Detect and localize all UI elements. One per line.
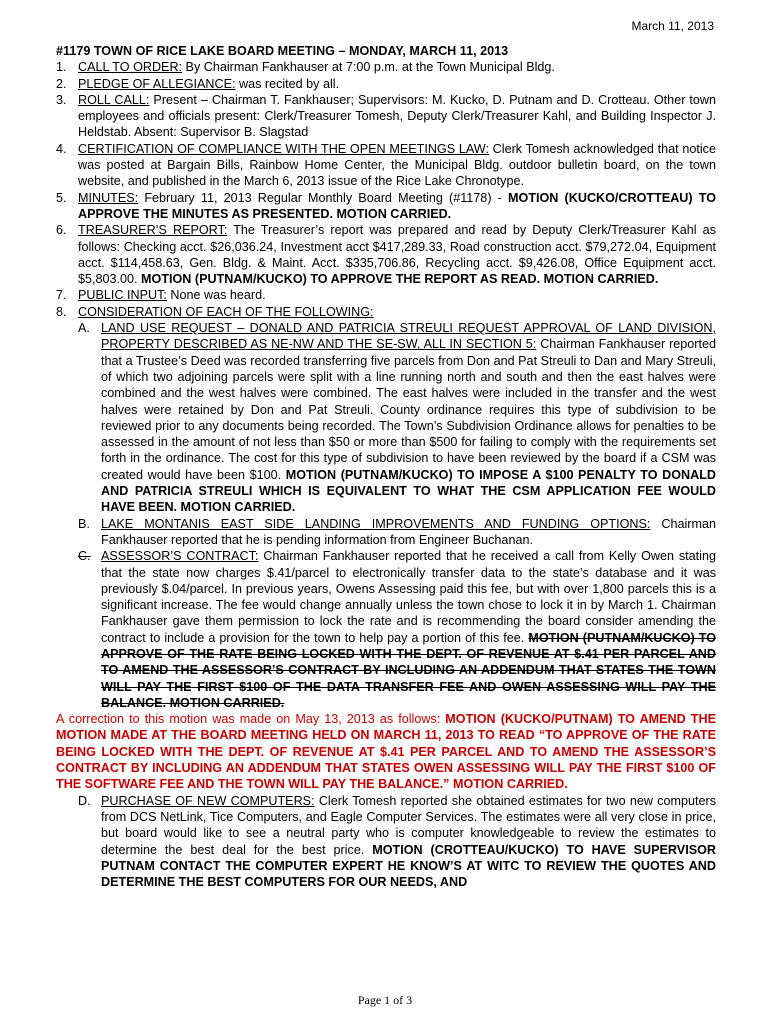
item-certification [56,141,716,190]
subitem-text: Chairman Fankhauser reported that he received a call from Kelly Owen stating that the state now charges $.41/parcel to electronically transfer data to the state’s database and it was previously $.04/parcel. In previous years, Owens Assessing paid this fee, but with over 1,800 parcels this is a significant increase. The fee would change annually unless the town chose to lock it in by March 1. Chairman Fankhauser gave them permission to lock the rate and is recommending the board consider amending the contract to include a provision for the town to help pay a portion of this fee. [101,549,716,645]
subitem-land-use-request [56,320,716,516]
item-heading: CALL TO ORDER: [78,60,183,75]
item-heading: PLEDGE OF ALLEGIANCE: [78,76,236,91]
item-number: 1. [56,60,67,75]
subitem-heading: LAKE MONTANIS EAST SIDE LANDING IMPROVEMENTS AND FUNDING OPTIONS: [101,516,651,531]
item-heading: ROLL CALL: [78,92,150,107]
item-roll-call [56,92,716,141]
subitem-new-computers [56,793,716,891]
minutes-body [56,43,716,890]
subitem-heading: ASSESSOR’S CONTRACT: [101,549,259,564]
item-consideration [56,304,716,320]
item-heading: TREASURER’S REPORT: [78,223,228,238]
item-heading: MINUTES: [78,190,139,205]
motion-text: MOTION (CROTTEAU/KUCKO) TO HAVE SUPERVISOR PUTNAM CONTACT THE COMPUTER EXPERT HE KNOW’S AT WITC TO REVIEW THE QUOTES AND DETERMINE THE BEST COMPUTERS FOR OUR NEEDS, AND [101,842,716,890]
item-number: 5. [56,190,67,205]
item-text: Clerk Tomesh acknowledged that notice was posted at Bargain Bills, Rainbow Home Center, the Municipal Bldg. outdoor bulletin board, on the town website, and published in the March 6, 2013 issue of the Rice Lake Chronotype. [78,141,716,189]
item-heading: CERTIFICATION OF COMPLIANCE WITH THE OPEN MEETINGS LAW: [78,141,489,156]
item-text: was recited by all. [235,76,340,91]
item-number: 4. [56,141,67,156]
item-heading: PUBLIC INPUT: [78,288,167,303]
item-minutes [56,190,716,223]
item-text: February 11, 2013 Regular Monthly Board Meeting (#1178) - [138,190,509,205]
motion-text: MOTION (PUTNAM/KUCKO) TO APPROVE THE REPORT AS READ. MOTION CARRIED. [141,272,659,287]
item-public-input [56,287,716,303]
item-number: 7. [56,288,67,303]
motion-text: MOTION (KUCKO/CROTTEAU) TO APPROVE THE MINUTES AS PRESENTED. MOTION CARRIED. [78,190,717,221]
page-number: Page 1 of 3 [357,993,413,1007]
item-heading: CONSIDERATION OF EACH OF THE FOLLOWING: [78,304,374,319]
item-number: 8. [56,304,67,319]
struck-motion-text: MOTION (PUTNAM/KUCKO) TO APPROVE OF THE RATE BEING LOCKED WITH THE DEPT. OF REVENUE AT $.41 PER PARCEL AND TO AMEND THE ASSESSOR’S CONTRACT BY INCLUDING AN ADDENDUM THAT STATES THE TOWN WILL PAY THE FIRST $100 OF THE DATA TRANSFER FEE AND OWEN ASSESSING WILL PAY THE BALANCE. MOTION CARRIED. [101,630,717,710]
subitem-letter: B. [78,516,90,531]
subitem-letter: D. [78,793,91,808]
item-text: By Chairman Fankhauser at 7:00 p.m. at the Town Municipal Bldg. [182,60,555,75]
item-pledge [56,76,716,92]
item-treasurers-report [56,222,716,287]
correction-intro: A correction to this motion was made on May 13, 2013 as follows: [56,712,446,727]
subitem-lake-montanis [56,516,716,549]
subitem-text: Clerk Tomesh reported she obtained estimates for two new computers from DCS NetLink, Tice Computers, and Eagle Computer Services. The estimates were all very close in price, but board would like to see a neutral party who is computer knowledgeable to review the estimates to determine the best deal for the best price. [101,793,716,857]
item-text: Present – Chairman T. Fankhauser; Supervisors: M. Kucko, D. Putnam and D. Crotteau. Other town employees and officials present: Clerk/Treasurer Tomesh, Deputy Clerk/Treasurer Kahl, and Building Inspector J. Heldstab. Absent: Supervisor B. Slagstad [78,92,716,140]
correction-note [56,711,716,792]
item-text: The Treasurer’s report was prepared and read by Deputy Clerk/Treasurer Kahl as follows: Checking acct. $26,036.24, Investment acct $417,289.33, Road construction acct. $79,272.04, Equipment acct. $114,458.63, Gen. Bldg. & Maint. Acct. $335,706.86, Recycling acct. $9,426.08, Office Equipment acct. $5,803.00. [78,223,716,287]
subitem-letter: A. [78,321,90,336]
item-text: None was heard. [166,288,266,303]
subitem-text: Chairman Fankhauser reported that he is pending information from Engineer Buchanan. [101,516,717,547]
motion-text: MOTION (PUTNAM/KUCKO) TO IMPOSE A $100 PENALTY TO DONALD AND PATRICIA STREULI WHICH IS EQUIVALENT TO WHAT THE CSM APPLICATION FEE WOULD HAVE BEEN. MOTION CARRIED. [101,467,717,515]
subitem-text: Chairman Fankhauser reported that a Trustee’s Deed was recorded transferring five parcels from Don and Pat Streuli to Dan and Mary Streuli, of which two adjoining parcels were split with a line running north and south and then the east halves were combined and the west halves were combined. The east halves were included in the transfer and the west halves were retained by Don and Pat Streuli. County ordinance requires this type of subdivision to be reviewed prior to any documents being recorded. The Town’s Subdivision Ordinance allows for penalties to be assessed in the amount of not less than $50 or more than $500 for failing to comply with the requirements set forth in the ordinance. The cost for this type of subdivision to have been reviewed by the board if a CSM was created would have been $100. [101,337,716,482]
item-number: 6. [56,223,67,238]
subitem-letter: C. [78,549,91,564]
item-number: 3. [56,92,67,107]
subitem-heading: PURCHASE OF NEW COMPUTERS: [101,793,315,808]
correction-motion: MOTION (KUCKO/PUTNAM) TO AMEND THE MOTION MADE AT THE BOARD MEETING HELD ON MARCH 11, 2013 TO READ “TO APPROVE OF THE RATE BEING LOCKED WITH THE DEPT. OF REVENUE AT $.41 PER PARCEL AND TO AMEND THE ASSESSOR’S CONTRACT BY INCLUDING AN ADDENDUM THAT STATES OWEN ASSESSING WILL PAY THE FIRST $100 OF THE SOFTWARE FEE AND THE TOWN WILL PAY THE BALANCE.” MOTION CARRIED. [56,712,716,792]
meeting-title: #1179 TOWN OF RICE LAKE BOARD MEETING – MONDAY, MARCH 11, 2013 [56,44,509,58]
subitem-assessors-contract [56,548,716,711]
document-date: March 11, 2013 [631,19,714,33]
subitem-heading: LAND USE REQUEST – DONALD AND PATRICIA STREULI REQUEST APPROVAL OF LAND DIVISION, PROPERTY DESCRIBED AS NE-NW AND THE SE-SW, ALL IN SECTION 5: [101,321,716,352]
item-call-to-order [56,59,716,75]
item-number: 2. [56,76,67,91]
